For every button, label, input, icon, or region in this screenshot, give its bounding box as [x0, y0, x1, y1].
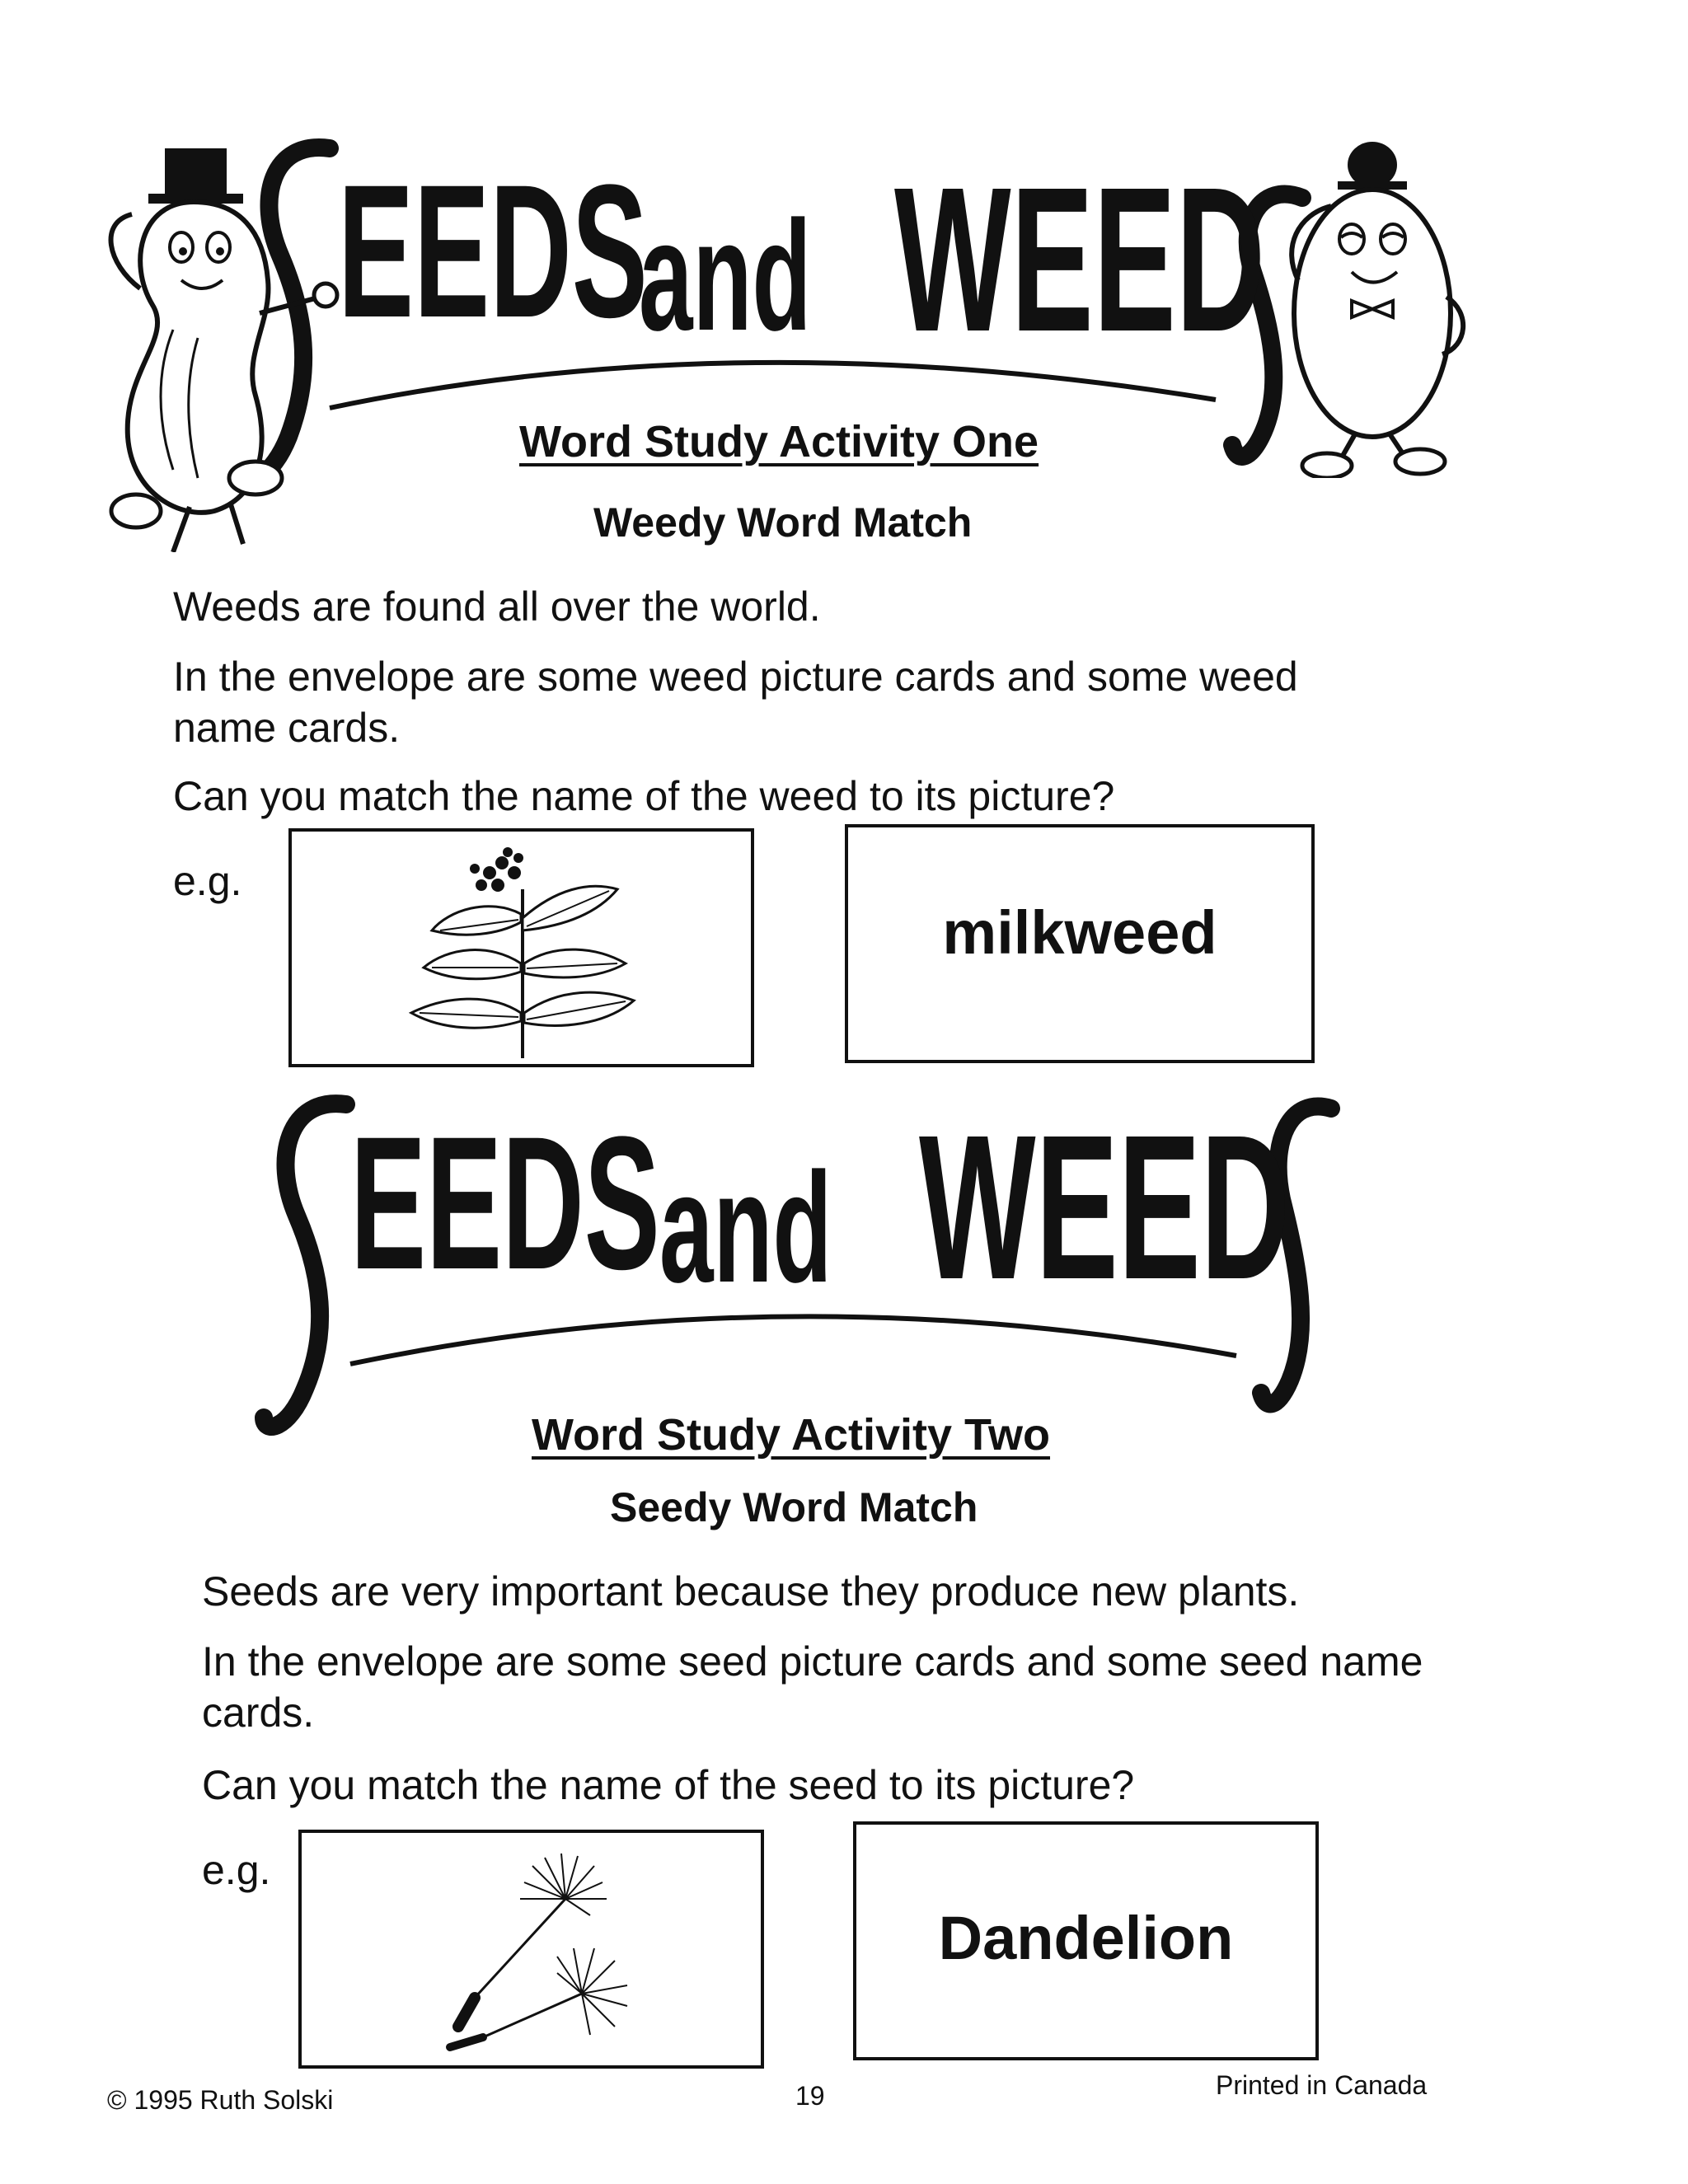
activity-one-subheading: Weedy Word Match: [593, 499, 973, 546]
activity-two-line-1: Seeds are very important because they produce new plants.: [202, 1568, 1300, 1615]
s-swash-left-2: [264, 1104, 346, 1427]
footer-copyright: © 1995 Ruth Solski: [107, 2085, 334, 2115]
activity-one-line-2: In the envelope are some weed picture cards and some weed name cards.: [173, 654, 1298, 751]
activity-two-heading: Word Study Activity Two: [532, 1410, 1051, 1460]
activity-two-line-3: Can you match the name of the seed to its picture?: [202, 1762, 1135, 1808]
activity-one-line-1: Weeds are found all over the world.: [173, 583, 821, 630]
dandelion-name-label: Dandelion: [938, 1904, 1234, 1972]
milkweed-name-label: milkweed: [942, 898, 1217, 967]
activity-one-heading: Word Study Activity One: [519, 417, 1039, 466]
banner-word-and: and: [639, 189, 812, 363]
dandelion-name-card: [853, 1821, 1319, 2060]
activity-one-line-3: Can you match the name of the weed to its picture?: [173, 773, 1115, 819]
banner2-word-eeds: EEDS: [350, 1097, 660, 1309]
banner2-word-and: and: [659, 1141, 832, 1315]
banner-word-eeds: EEDS: [338, 145, 648, 357]
banner-seeds-and-weeds-middle: [0, 1092, 1688, 1438]
dandelion-picture-card: [298, 1830, 764, 2069]
banner2-word-weed: WEED: [919, 1092, 1290, 1322]
footer-page-number: 19: [795, 2081, 825, 2111]
footer-printed-in-canada: Printed in Canada: [1216, 2070, 1428, 2100]
activity-two-eg-label: e.g.: [202, 1847, 271, 1893]
activity-one-eg-label: e.g.: [173, 858, 242, 904]
peanut-mascot-icon: [49, 124, 346, 552]
activity-two-line-2: In the envelope are some seed picture cards and some seed name cards.: [202, 1638, 1423, 1736]
milkweed-plant-icon: [399, 840, 646, 1062]
milkweed-picture-card: [288, 828, 754, 1067]
bean-mascot-icon: [1273, 132, 1471, 478]
banner-word-weed: WEED: [894, 144, 1265, 374]
milkweed-name-card: [845, 824, 1315, 1063]
dandelion-seed-icon: [442, 1849, 656, 2055]
title-arc-underline-2: [350, 1316, 1236, 1364]
activity-two-subheading: Seedy Word Match: [610, 1484, 978, 1530]
banner-decoration-2: [0, 1092, 1688, 1438]
